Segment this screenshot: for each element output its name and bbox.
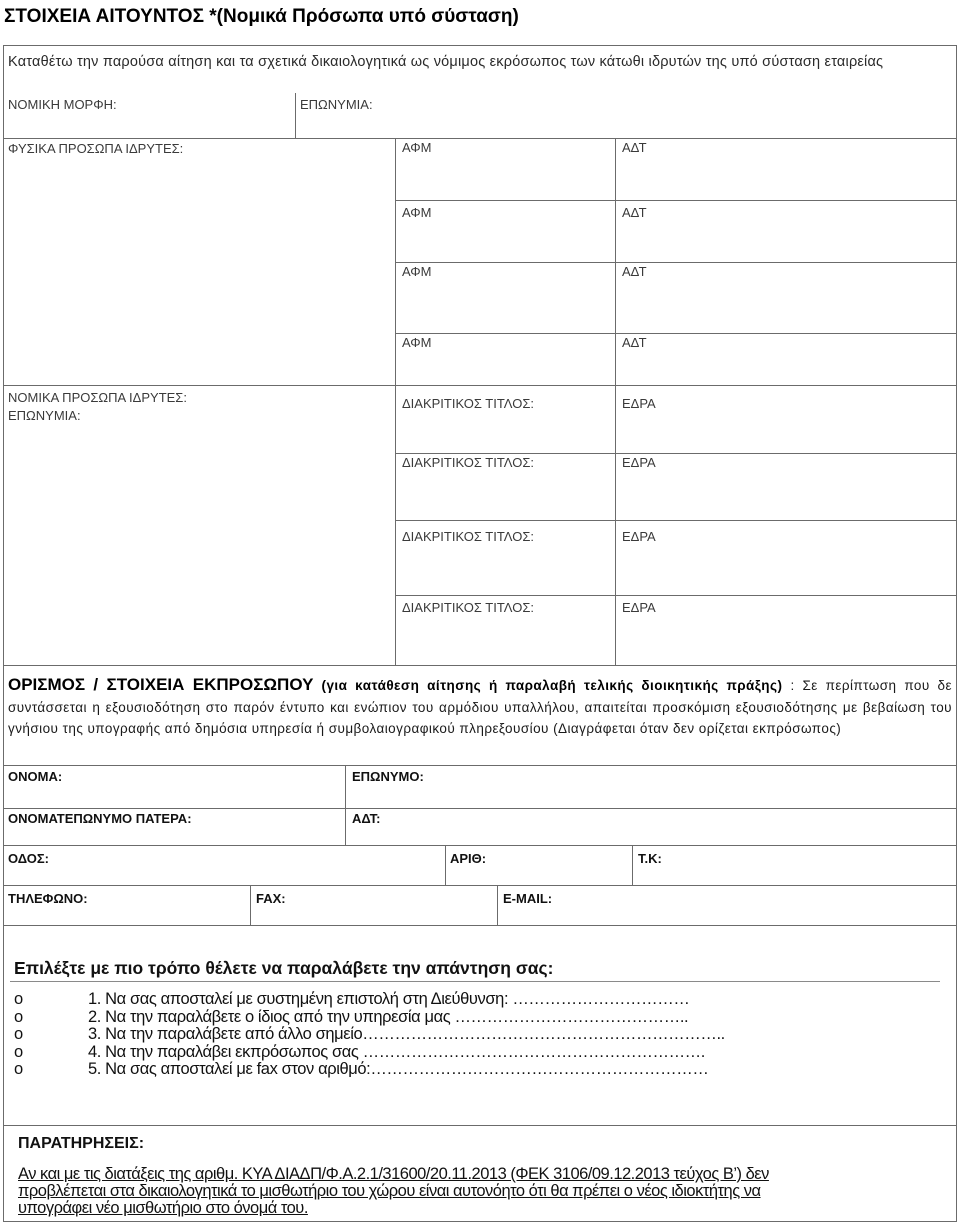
adt-label: ΑΔΤ [622, 205, 647, 220]
email-label: E-MAIL: [503, 891, 553, 906]
natural-persons-label: ΦΥΣΙΚΑ ΠΡΟΣΩΠΑ ΙΔΡΥΤΕΣ: [8, 141, 184, 156]
adt-label: ΑΔΤ [622, 335, 647, 350]
delivery-option [14, 991, 914, 1009]
delivery-option-label: 3. Να την παραλάβετε από άλλο σημείο………………………………………………………….. [88, 1025, 725, 1043]
bullet-icon: o [14, 1025, 23, 1043]
distinctive-title-label: ΔΙΑΚΡΙΤΙΚΟΣ ΤΙΤΛΟΣ: [402, 396, 534, 411]
father-name-label: ΟΝΟΜΑΤΕΠΩΝΥΜΟ ΠΑΤΕΡΑ: [8, 811, 192, 826]
delivery-option [14, 1044, 914, 1062]
bullet-icon: o [14, 1007, 23, 1026]
afm-label: ΑΦΜ [402, 140, 432, 155]
divider [3, 138, 957, 139]
remarks-line: Αν και με τις διατάξεις της αριθμ. ΚΥΑ ΔΙΑΔΠ/Φ.Α.2.1/31600/20.11.2013 (ΦΕΚ 3106/09.12.2013 τεύχος Β’) δεν [18, 1165, 769, 1183]
divider [445, 845, 446, 885]
company-name-label: ΕΠΩΝΥΜΙΑ: [300, 97, 373, 112]
representative-instructions [8, 674, 952, 740]
legal-form-label: ΝΟΜΙΚΗ ΜΟΡΦΗ: [8, 97, 117, 112]
seat-label: ΕΔΡΑ [622, 396, 656, 411]
delivery-option-label: 4. Να την παραλάβει εκπρόσωπος σας ………………………………………………………. [88, 1042, 705, 1061]
divider [395, 595, 957, 596]
last-name-label: ΕΠΩΝΥΜΟ: [352, 769, 424, 784]
heading-rule [10, 981, 940, 982]
delivery-option [14, 1061, 914, 1079]
delivery-option [14, 1009, 914, 1027]
remarks-line: προβλέπεται στα δικαιολογητικά το μισθωτήριο του χώρου είναι αυτονόητο ότι θα πρέπει ο νέος ιδιοκτήτης να [18, 1182, 761, 1200]
divider [395, 200, 957, 201]
divider [295, 93, 296, 138]
divider [3, 665, 957, 666]
adt-label: ΑΔΤ [622, 264, 647, 279]
legal-persons-name-label: ΕΠΩΝΥΜΙΑ: [8, 408, 81, 423]
distinctive-title-label: ΔΙΑΚΡΙΤΙΚΟΣ ΤΙΤΛΟΣ: [402, 455, 534, 470]
divider [395, 333, 957, 334]
street-number-label: ΑΡΙΘ: [450, 851, 487, 866]
afm-label: ΑΦΜ [402, 205, 432, 220]
street-label: ΟΔΟΣ: [8, 851, 49, 866]
remarks-heading: ΠΑΡΑΤΗΡΗΣΕΙΣ: [18, 1135, 145, 1152]
divider [632, 845, 633, 885]
bullet-icon: o [14, 990, 23, 1008]
remarks-line: υπογράφει νέο μισθωτήριο στο όνομά του. [18, 1199, 308, 1217]
seat-label: ΕΔΡΑ [622, 600, 656, 615]
afm-label: ΑΦΜ [402, 264, 432, 279]
divider [345, 765, 346, 845]
id-card-label: ΑΔΤ: [352, 811, 381, 826]
divider [395, 138, 396, 665]
divider [497, 885, 498, 925]
postal-code-label: Τ.Κ: [638, 851, 662, 866]
delivery-options [14, 991, 914, 1079]
seat-label: ΕΔΡΑ [622, 455, 656, 470]
delivery-heading: Επιλέξτε με πιο τρόπο θέλετε να παραλάβετε την απάντηση σας: [14, 958, 554, 978]
divider [3, 845, 957, 846]
divider [3, 385, 957, 386]
divider [3, 765, 957, 766]
delivery-option-label: 5. Να σας αποσταλεί με fax στον αριθμό:……………………………………………………… [88, 1060, 709, 1078]
divider [3, 925, 957, 926]
delivery-option-label: 2. Να την παραλάβετε ο ίδιος από την υπηρεσία μας …………………………………….. [88, 1007, 689, 1026]
delivery-option-label: 1. Να σας αποσταλεί με συστημένη επιστολή στη Διεύθυνση: …………………………… [88, 990, 690, 1008]
legal-persons-label: ΝΟΜΙΚΑ ΠΡΟΣΩΠΑ ΙΔΡΥΤΕΣ: [8, 390, 187, 405]
divider [395, 453, 957, 454]
divider [3, 808, 957, 809]
intro-text: Καταθέτω την παρούσα αίτηση και τα σχετικά δικαιολογητικά ως νόμιμος εκρόσωπος των κάτωθι ιδρυτών της υπό σύσταση εταιρείας [8, 54, 884, 70]
seat-label: ΕΔΡΑ [622, 529, 656, 544]
phone-label: ΤΗΛΕΦΩΝΟ: [8, 891, 88, 906]
adt-label: ΑΔΤ [622, 140, 647, 155]
divider [3, 885, 957, 886]
fax-label: FAX: [256, 891, 286, 906]
divider [395, 520, 957, 521]
distinctive-title-label: ΔΙΑΚΡΙΤΙΚΟΣ ΤΙΤΛΟΣ: [402, 600, 534, 615]
bullet-icon: o [14, 1060, 23, 1078]
bullet-icon: o [14, 1042, 23, 1061]
first-name-label: ΟΝΟΜΑ: [8, 769, 63, 784]
divider [250, 885, 251, 925]
divider [615, 138, 616, 665]
representative-note: : Σε περίπτωση που δε συντάσσεται η εξουσιοδότηση στο παρόν έντυπο και ενώπιον του αρμόδιου υπαλλήλου, απαιτείται προσκόμιση εξουσιοδότησης με βεβαίωση του γνήσιου της υπογραφής από δημόσια υπηρεσία ή συμβολαιογραφικού πληρεξουσίου (Διαγράφεται όταν δεν ορίζεται εκπρόσωπος) [8, 678, 952, 736]
delivery-option [14, 1026, 914, 1044]
remarks-text [18, 1166, 938, 1217]
afm-label: ΑΦΜ [402, 335, 432, 350]
representative-heading: ΟΡΙΣΜΟΣ / ΣΤΟΙΧΕΙΑ ΕΚΠΡΟΣΩΠΟΥ [8, 675, 314, 694]
page-title: ΣΤΟΙΧΕΙΑ ΑΙΤΟΥΝΤΟΣ *(Νομικά Πρόσωπα υπό σύσταση) [4, 6, 519, 27]
divider [3, 1125, 957, 1126]
divider [395, 262, 957, 263]
distinctive-title-label: ΔΙΑΚΡΙΤΙΚΟΣ ΤΙΤΛΟΣ: [402, 529, 534, 544]
representative-qualifier: (για κατάθεση αίτησης ή παραλαβή τελικής διοικητικής πράξης) [321, 678, 783, 693]
